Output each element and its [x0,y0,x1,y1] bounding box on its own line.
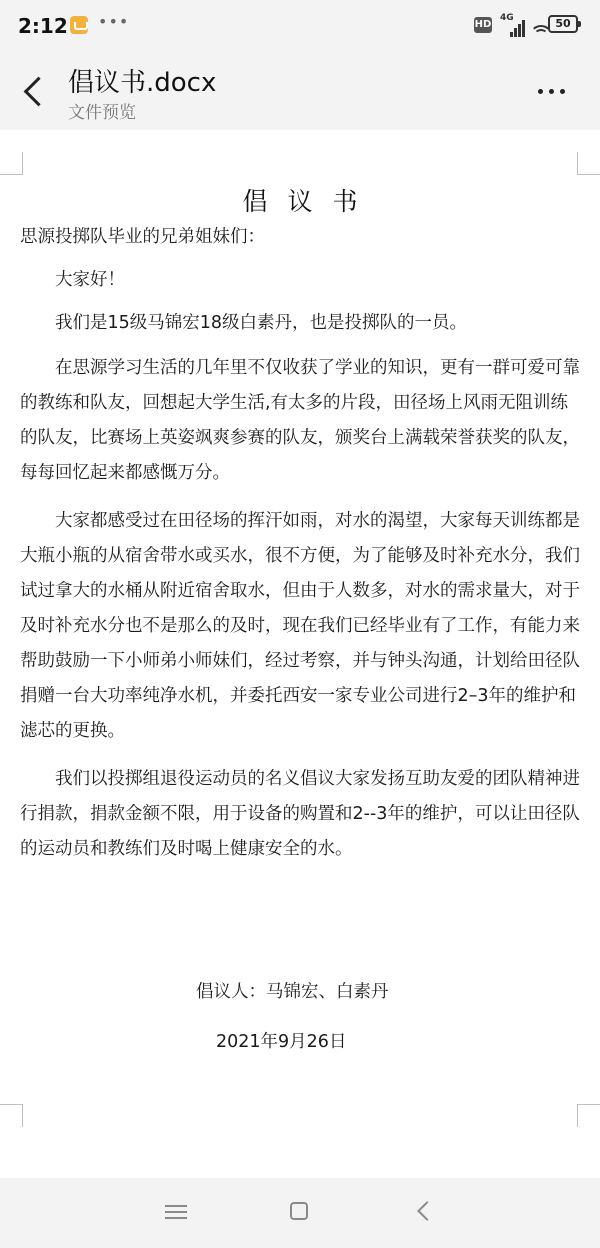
document-paragraph: 大家都感受过在田径场的挥汗如雨，对水的渴望，大家每天训练都是大瓶小瓶的从宿舍带水或买水，很不方便，为了能够及时补充水分，我们试过拿大的水桶从附近宿舍取水，但由于人数多，对水的需求量大，对于及时补充水分也不是那么的及时，现在我们已经毕业有了工作，有能力来帮助鼓励一下小师弟小师妹们，经过考察，并与钟头沟通，计划给田径队捐赠一台大功率纯净水机，并委托西安一家专业公司进行2–3年的维护和滤芯的更换。 [20,511,580,741]
document-paragraph: 在思源学习生活的几年里不仅收获了学业的知识，更有一群可爱可靠的教练和队友，回想起大学生活,有太多的片段，田径场上风雨无阻训练的队友，比赛场上英姿飒爽参赛的队友，颁奖台上满载荣誉获奖的队友，每每回忆起来都感慨万分。 [20,358,580,483]
page-title: 倡议书.docx [68,68,217,98]
recent-apps-icon[interactable] [165,1203,187,1221]
crop-mark [0,152,23,175]
signal-icon [500,15,524,37]
document-greeting: 思源投掷队毕业的兄弟姐妹们： [20,227,265,247]
more-notifications-icon: ••• [98,12,130,31]
document-paragraph: 我们以投掷组退役运动员的名义倡议大家发扬互助友爱的团队精神进行捐款，捐款金额不限，用于设备的购置和2--3年的维护，可以让田径队的运动员和教练们及时喝上健康安全的水。 [20,769,580,859]
crop-mark [577,1104,600,1127]
crop-mark [0,1104,23,1127]
notification-app-icon [70,16,88,34]
back-button[interactable] [18,72,52,110]
page-subtitle: 文件预览 [68,103,136,123]
status-bar [0,0,600,52]
hd-badge: HD [474,17,492,33]
crop-mark [577,152,600,175]
document-paragraph: 我们是15级马锦宏18级白素丹，也是投掷队的一员。 [55,313,468,333]
document-date: 2021年9月26日 [216,1032,347,1052]
document-signature: 倡议人：马锦宏、白素丹 [196,982,389,1002]
system-nav-bar [0,1178,600,1248]
home-icon[interactable] [290,1202,308,1220]
battery-icon: 50 [548,15,578,33]
document-preview[interactable] [0,130,600,1130]
document-body [20,220,585,880]
app-header [0,52,600,130]
document-opener: 大家好！ [55,270,125,290]
status-time: 2:12 [18,14,68,38]
nav-back-icon[interactable] [417,1201,437,1221]
network-type: 4G [500,13,514,23]
document-heading: 倡议书 [242,187,378,216]
more-options-icon[interactable] [532,82,572,102]
